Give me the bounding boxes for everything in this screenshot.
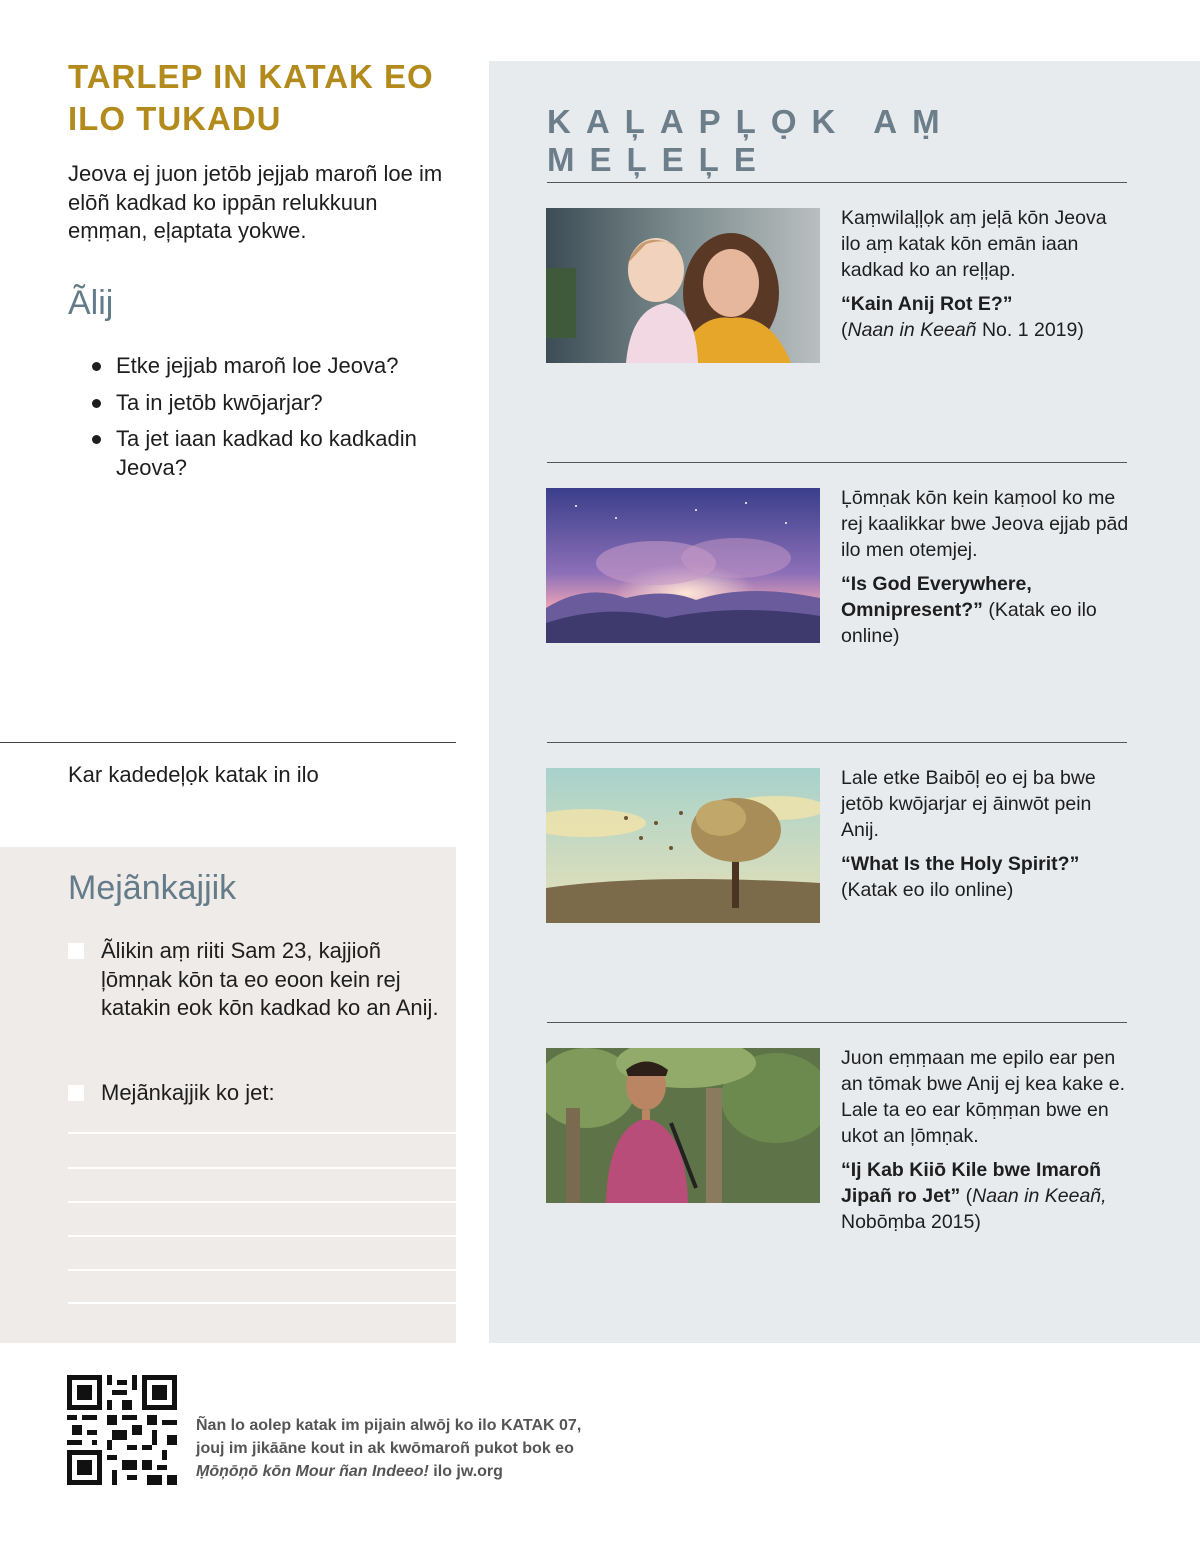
goal-text: Mejãnkajjik ko jet: [101,1080,275,1105]
resource-card-text [841,205,1131,343]
divider [547,462,1127,463]
tree-in-wind-illustration[interactable] [546,768,820,923]
resource-description: Juon eṃṃaan me epilo ear pen an tōmak bwe Anij ej kea kake e. Lale ta eo ear kōṃṃan bwe en ukot an ļōmṇak. [841,1047,1125,1147]
summary-title: TARLEP IN KATAK EO ILO TUKADU [68,58,434,137]
divider [547,742,1127,743]
completed-date-label: Kar kadedeļọk katak in ilo [68,762,319,787]
footer-text: Ñan lo aolep katak im pijain alwōj ko ilo KATAK 07, jouj im jikāāne kout in ak kwōmaroñ pukot bok eo Ṃōņōņō kōn Mour ñan Indeeo! ilo jw.org [196,1417,582,1480]
writing-line[interactable] [68,1167,456,1169]
writing-line[interactable] [68,1132,456,1134]
resource-card-text [841,765,1131,903]
writing-line[interactable] [68,1235,456,1237]
review-question: Ta jet iaan kadkad ko kadkadin Jeova? [92,425,452,482]
goal-text: Ãlikin aṃ riiti Sam 23, kajjioñ ļōmṇak kōn ta eo eoon kein rej katakin eok kōn kadkad ko an Anij. [101,938,439,1020]
explore-heading: KAĻAPĻỌK AṂ MEĻEĻE [547,103,955,178]
resource-description: Ļōmṇak kōn kein kaṃool ko me rej kaalikkar bwe Jeova ejjab pād ilo men otemjej. [841,487,1129,561]
resource-description: Lale etke Baibōļ eo ej ba bwe jetōb kwōjarjar ej āinwōt pein Anij. [841,767,1096,841]
writing-line[interactable] [68,1302,456,1304]
bullet-icon [92,362,101,371]
qr-code-icon[interactable] [67,1375,177,1485]
resource-reference[interactable]: “Ij Kab Kiiō Kile bwe Imaroñ Jipañ ro Jet” (Naan in Keeañ, Nobōṃba 2015) [841,1159,1107,1233]
resource-title: “What Is the Holy Spirit?” [841,853,1080,875]
book-title[interactable]: Ṃōņōņō kōn Mour ñan Indeeo! [196,1463,429,1480]
bullet-icon [92,399,101,408]
resource-description: Kaṃwilaļļọk aṃ jeļā kōn Jeova ilo aṃ katak kōn emān iaan kadkad ko an reļļap. [841,207,1107,281]
resource-title: “Is God Everywhere, Omnipresent?” [841,573,1032,621]
review-question: Ta in jetōb kwōjarjar? [92,389,452,418]
divider [547,182,1127,183]
review-question: Etke jejjab maroñ loe Jeova? [92,352,452,381]
starry-sky-over-mountains[interactable] [546,488,820,643]
resource-card-text [841,1045,1131,1235]
resource-reference[interactable]: “Kain Anij Rot E?” (Naan in Keeañ No. 1 2019) [841,293,1084,341]
goals-heading: Mejãnkajjik [68,869,237,907]
writing-line[interactable] [68,1201,456,1203]
writing-line[interactable] [68,1269,456,1271]
checkbox[interactable] [68,943,84,959]
divider [547,1022,1127,1023]
resource-card-text [841,485,1131,649]
summary-text: Jeova ej juon jetōb jejjab maroñ loe im elōñ kadkad ko ippān relukkuun eṃṃan, eļaptata yokwe. [68,161,443,243]
resource-reference[interactable]: “Is God Everywhere, Omnipresent?” (Katak eo ilo online) [841,573,1097,647]
mother-and-baby-photo[interactable] [546,208,820,363]
checkbox[interactable] [68,1085,84,1101]
resource-title: “Ij Kab Kiiō Kile bwe Imaroñ Jipañ ro Jet” [841,1159,1102,1207]
review-questions-list [92,352,452,490]
bullet-icon [92,435,101,444]
resource-reference[interactable]: “What Is the Holy Spirit?” (Katak eo ilo online) [841,853,1080,901]
divider [0,742,456,743]
resource-title: “Kain Anij Rot E?” [841,293,1013,315]
review-heading: Ãlij [68,284,114,322]
young-man-portrait[interactable] [546,1048,820,1203]
